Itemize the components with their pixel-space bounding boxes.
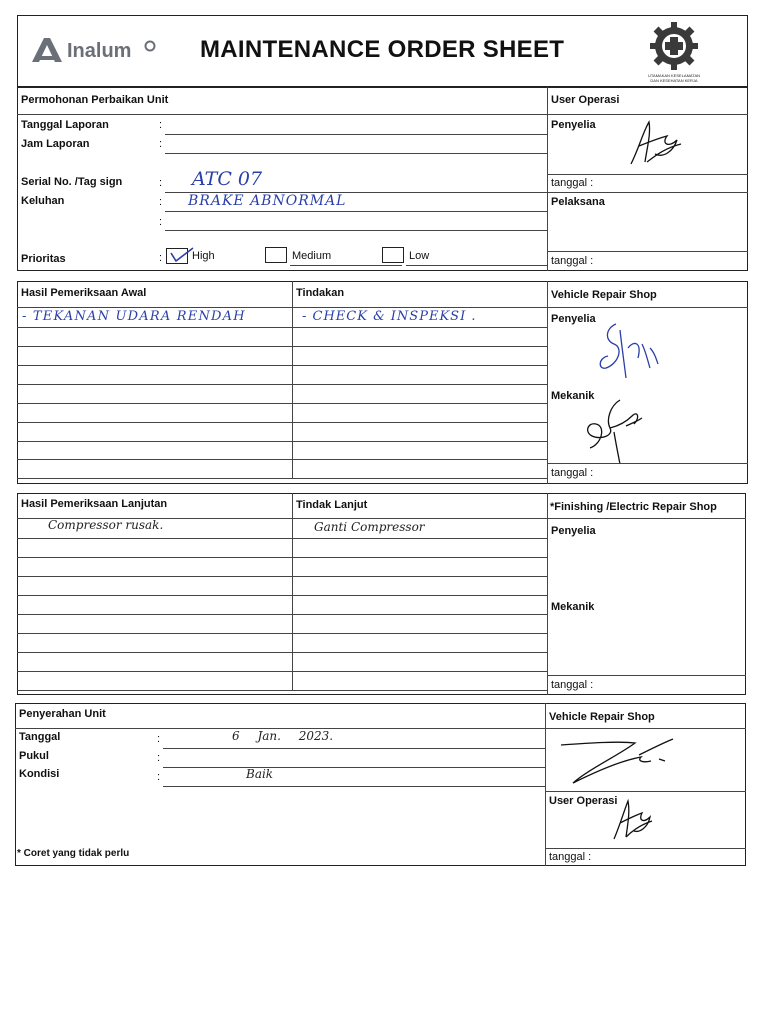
- divider: [547, 493, 548, 695]
- divider: [547, 251, 748, 252]
- row-line: [17, 478, 547, 479]
- followup-action-value: Ganti Compressor: [314, 520, 425, 534]
- row-line: [17, 365, 547, 366]
- priority-label: Prioritas: [21, 253, 66, 265]
- row-line: [17, 459, 547, 460]
- vehicle-shop-2-signature-icon: [559, 735, 675, 787]
- priority-high-checkbox[interactable]: [166, 248, 188, 264]
- complaint-value: BRAKE ABNORMAL: [188, 193, 347, 209]
- row-line: [17, 538, 547, 539]
- colon: :: [159, 177, 163, 189]
- k3-seal: [632, 20, 716, 84]
- user-ops-heading: User Operasi: [551, 94, 620, 106]
- supervisor-signature-icon: [594, 318, 664, 384]
- executor-label: Pelaksana: [551, 196, 605, 208]
- colon: :: [159, 196, 163, 208]
- inalum-logo: [30, 36, 170, 68]
- handover-condition-line: [163, 786, 545, 787]
- handover-condition-value: Baik: [246, 767, 274, 781]
- vehicle-shop-supervisor-label: Penyelia: [551, 313, 596, 325]
- serial-value: ATC 07: [192, 168, 263, 190]
- row-line: [17, 327, 547, 328]
- divider: [17, 307, 748, 308]
- user-ops-2-signature-icon: [610, 797, 654, 843]
- handover-time-line: [163, 767, 545, 768]
- divider: [547, 174, 748, 175]
- colon: :: [159, 138, 163, 150]
- handover-time-label: Pukul: [19, 750, 49, 762]
- initial-action-value: - CHECK & INSPEKSI .: [302, 309, 477, 324]
- vehicle-shop-2-heading: Vehicle Repair Shop: [549, 711, 655, 723]
- priority-line: [406, 265, 547, 266]
- complaint-line-2: [165, 230, 547, 231]
- colon: :: [159, 252, 163, 264]
- user-ops-date-label: tanggal :: [551, 177, 594, 189]
- row-line: [17, 346, 547, 347]
- page-title: MAINTENANCE ORDER SHEET: [200, 36, 565, 63]
- row-line: [17, 652, 547, 653]
- priority-high-label: High: [192, 250, 215, 262]
- priority-low-label: Low: [409, 250, 430, 262]
- initial-action-heading: Tindakan: [296, 287, 345, 299]
- user-ops-signature-icon: [625, 118, 685, 170]
- user-ops-date-label-2: tanggal :: [551, 255, 594, 267]
- colon: :: [157, 771, 161, 783]
- handover-heading: Penyerahan Unit: [19, 708, 106, 720]
- logo-ring-icon: [144, 40, 156, 52]
- logo-text: Inalum: [67, 40, 132, 62]
- vehicle-shop-2-date-label: tanggal :: [549, 851, 592, 863]
- colon: :: [159, 216, 163, 228]
- colon: :: [157, 752, 161, 764]
- handover-date-label: Tanggal: [19, 731, 61, 743]
- finishing-mechanic-label: Mekanik: [551, 601, 595, 613]
- vehicle-shop-heading: Vehicle Repair Shop: [551, 289, 657, 301]
- initial-result-value: - TEKANAN UDARA RENDAH: [22, 309, 246, 324]
- followup-check-heading: Hasil Pemeriksaan Lanjutan: [21, 498, 168, 510]
- row-line: [17, 595, 547, 596]
- row-line: [17, 576, 547, 577]
- footnote: * Coret yang tidak perlu: [17, 848, 130, 859]
- checkmark-icon: [165, 246, 195, 264]
- divider: [547, 675, 746, 676]
- report-time-label: Jam Laporan: [21, 138, 90, 150]
- row-line: [17, 633, 547, 634]
- seal-caption-1: UTAMAKAN KESELAMATAN: [647, 73, 700, 78]
- colon: :: [157, 733, 161, 745]
- user-ops-supervisor-label: Penyelia: [551, 119, 596, 131]
- handover-date-value: 6 Jan. 2023.: [232, 729, 334, 743]
- handover-condition-label: Kondisi: [19, 768, 60, 780]
- report-time-line: [165, 153, 547, 154]
- colon: :: [159, 119, 163, 131]
- row-line: [17, 403, 547, 404]
- report-date-label: Tanggal Laporan: [21, 119, 109, 131]
- row-line: [17, 422, 547, 423]
- divider: [545, 848, 746, 849]
- finishing-shop-heading: *Finishing /Electric Repair Shop: [550, 501, 717, 513]
- priority-line: [290, 265, 402, 266]
- request-heading: Permohonan Perbaikan Unit: [21, 94, 169, 106]
- inalum-logo-icon: [30, 36, 66, 64]
- divider: [15, 728, 746, 729]
- row-line: [17, 384, 547, 385]
- row-line: [17, 557, 547, 558]
- handover-date-line: [163, 748, 545, 749]
- row-line: [17, 671, 547, 672]
- divider: [292, 493, 293, 691]
- followup-action-heading: Tindak Lanjut: [296, 499, 368, 511]
- vehicle-shop-2-user-ops-label: User Operasi: [549, 795, 618, 807]
- row-line: [17, 441, 547, 442]
- complaint-label: Keluhan: [21, 195, 65, 207]
- followup-result-value: Compressor rusak.: [48, 518, 164, 532]
- priority-medium-checkbox[interactable]: [265, 247, 287, 263]
- row-line: [17, 690, 547, 691]
- finishing-date-label: tanggal :: [551, 679, 594, 691]
- mechanic-signature-icon: [580, 396, 646, 466]
- vehicle-shop-mechanic-label: Mekanik: [551, 390, 595, 402]
- divider: [17, 114, 748, 115]
- divider: [292, 281, 293, 478]
- divider: [547, 281, 548, 484]
- report-date-line: [165, 134, 547, 135]
- gear-cross-icon: [644, 20, 704, 72]
- finishing-supervisor-label: Penyelia: [551, 525, 596, 537]
- serial-label: Serial No. /Tag sign: [21, 176, 123, 188]
- priority-low-checkbox[interactable]: [382, 247, 404, 263]
- initial-check-heading: Hasil Pemeriksaan Awal: [21, 287, 147, 299]
- priority-medium-label: Medium: [292, 250, 332, 262]
- divider: [547, 192, 748, 193]
- vehicle-shop-date-label: tanggal :: [551, 467, 594, 479]
- divider: [547, 463, 748, 464]
- complaint-line: [165, 211, 547, 212]
- divider: [545, 791, 746, 792]
- seal-caption-2: DAN KESEHATAN KERJA: [650, 78, 698, 83]
- row-line: [17, 614, 547, 615]
